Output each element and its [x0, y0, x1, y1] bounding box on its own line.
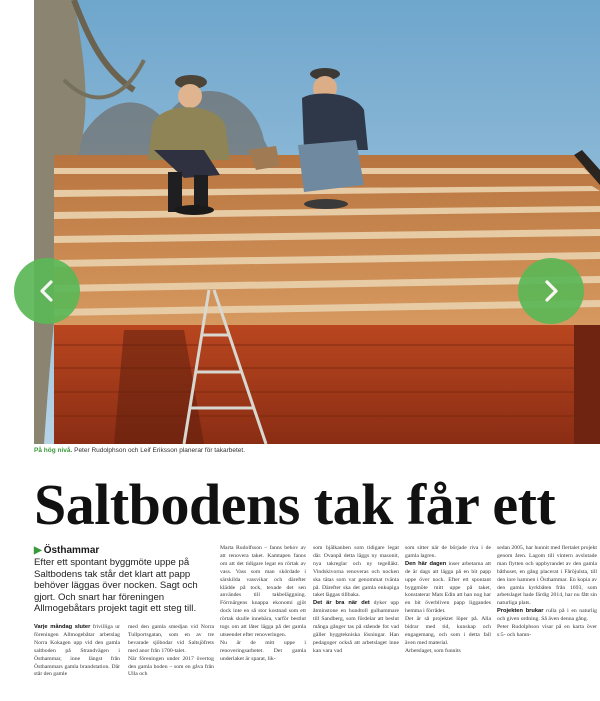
- column-5-text-2: inser arbetarna att de är dags att lägga på en bit papp uppe över nock. Efter ett spontant byggmöte mitt uppe på taket, konstaterar Mats Edin att han nog har en bit överbliven papp liggandes hemma i förrådet. Det är så projektet löper på. Alla bidrar med tid, kunskap och engagemang, och som i detta fall även med material. Arbetslaget, som funnits: [405, 560, 491, 654]
- section-label-text: Östhammar: [43, 545, 100, 556]
- article-headline: Saltbodens tak får ett: [34, 472, 556, 537]
- chevron-right-icon: [537, 277, 565, 305]
- photo-caption: [34, 447, 245, 454]
- body-column-6: [497, 545, 597, 640]
- column-1-lead: Varje måndag sluter: [34, 624, 91, 630]
- section-label: [34, 545, 99, 556]
- body-column-1: [34, 624, 120, 679]
- bottom-fade: [0, 683, 600, 701]
- body-column-2: med den gamla smedjan vid Norra Tullportsgatan, som en av tre bevarade sjöbodar vid Saltsjöfrets med anor från 1700-talet. När föreningen under 2017 övertog den gamla boden – som en gåva från Ulla och: [128, 624, 214, 678]
- article-photo: [34, 0, 600, 444]
- column-6-lead: Projekten brukar: [497, 608, 544, 615]
- column-5-text-1: som sitter när de började riva i de gamla lagren.: [405, 545, 491, 559]
- caption-text: Peter Rudolphson och Leif Eriksson planerar för takarbetet.: [72, 447, 246, 454]
- column-6-text-2: rulla på i en naturlig och given ordning. Så även denna gång. Peter Rudolphson visar på en karta över s:5- och hamn-: [497, 608, 598, 638]
- previous-image-button[interactable]: [14, 258, 80, 324]
- body-column-4: [313, 545, 399, 656]
- next-image-button[interactable]: [518, 258, 584, 324]
- column-4-text-2: dyker upp åtminstone en hundtoll gulhammare till Sandberg, som fördelar att beslut många gånger tas på stående fot vad gäller byggtekniska lösningar. Han pedagoger också att arbetslaget inne kan vara vad: [313, 600, 399, 654]
- column-4-lead: Det är bra när det: [313, 600, 370, 607]
- column-1-text: frivilliga ur föreningen Allmogebåtar arbetslag Norra Kokagen upp vid den gamla saltboden på Strandvägen i Östhammar, inne längst från Östhammars gamla brandstation. Där står den gamle: [34, 624, 120, 678]
- column-6-text-1: sedan 2005, har hunnit med flertalet projekt genom åren. Lagom till vintern avslutade man flytten och uppbyrandet av den gamla båthuset, en gång placerat i Fåröjulsta, till den inre hamnen i Östhammar. En kopia av den gamla kyrkbåten från 1693, som arbetslaget hade färdig 2014, har nu fått sin naturliga plats.: [497, 545, 597, 607]
- triangle-icon: ▶: [34, 545, 42, 556]
- column-4-text-1: som bjälkanben som tidigare legat där. Ovanpå detta läggs ny masonit, nya takreglar och ny tegelläkt. Vindskivorna renoveras och nocken ska tätas som var genommat tvänta på. Därefter ska det gamla enkupiga taket läggas tillbaka.: [313, 545, 399, 599]
- article-ingress: Efter ett spontant byggmöte uppe på Saltbodens tak står det klart att papp behöver läggas över nocken. Sagt och gjort. Och snart har föreningen Allmogebåtars projekt tagit ett steg till.: [34, 557, 198, 615]
- body-column-3: Marta Rudolfsson – fanns behov av att renovera taket. Kamtapen fanns om att det tidigare legat en rörtak av vass. Vass som man skördade i särskilda vassvikar och därefter klädde på tock, texade det sen användes till takbeläggning. Förrnärgens knappa ekonomi gjöt dock inte en så stor kostnad som ett rörtak skulle innebära, varför bestlut togs om att låter lägga på det gamla utseendet efter renoveringen. Nu är de mitt uppe i renoveringsarbetet. Det gamla underlaket är sparat, lik-: [220, 545, 306, 662]
- column-5-lead: Den här dagen: [405, 560, 447, 567]
- caption-lead: På hög nivå.: [34, 447, 73, 454]
- body-column-5: [405, 545, 491, 656]
- chevron-left-icon: [33, 277, 61, 305]
